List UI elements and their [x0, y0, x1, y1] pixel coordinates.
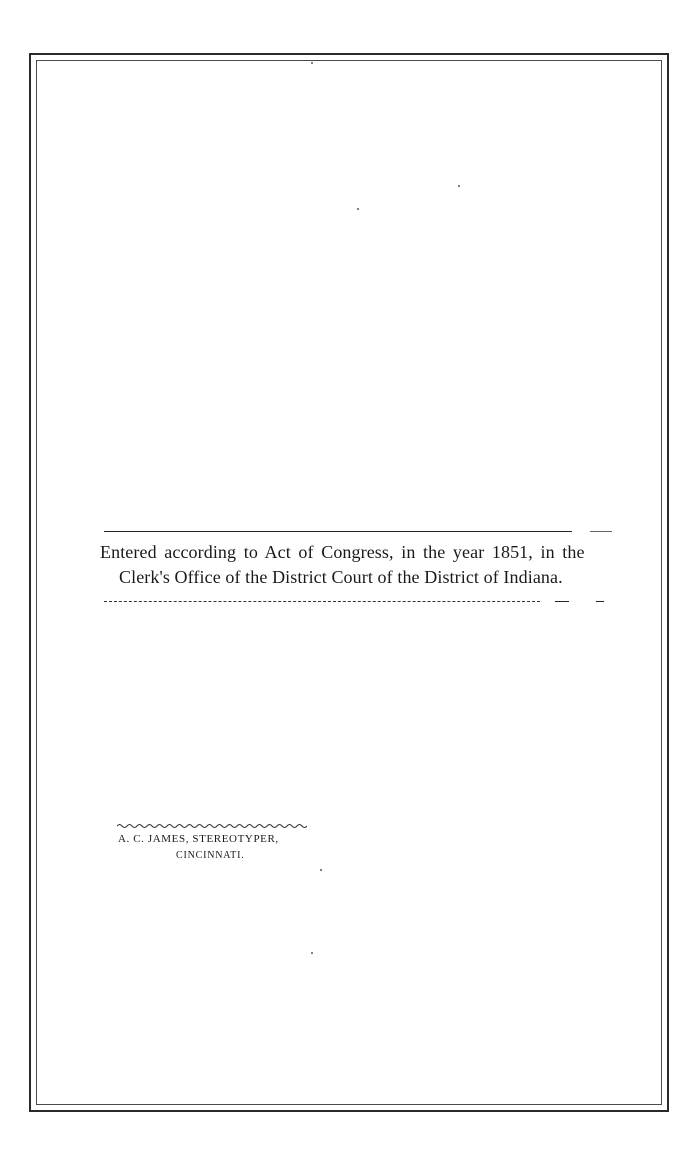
wavy-ornament	[117, 822, 307, 830]
paper-speck	[311, 62, 313, 64]
bottom-rule-tail	[555, 601, 569, 602]
paper-speck	[311, 952, 313, 954]
bottom-rule	[104, 601, 540, 602]
imprint-city: CINCINNATI.	[176, 850, 245, 861]
bottom-rule-tail	[596, 601, 604, 602]
copyright-notice	[100, 540, 640, 590]
copyright-line-2: Clerk's Office of the District Court of the District of Indiana.	[119, 567, 563, 587]
paper-speck	[458, 185, 460, 187]
paper-speck	[320, 869, 322, 871]
top-rule	[104, 531, 572, 532]
paper-speck	[357, 208, 359, 210]
stereotyper-imprint: A. C. JAMES, STEREOTYPER,	[118, 833, 279, 845]
top-rule-tail	[590, 531, 612, 532]
copyright-line-1: Entered according to Act of Congress, in the year 1851, in the	[100, 542, 585, 562]
